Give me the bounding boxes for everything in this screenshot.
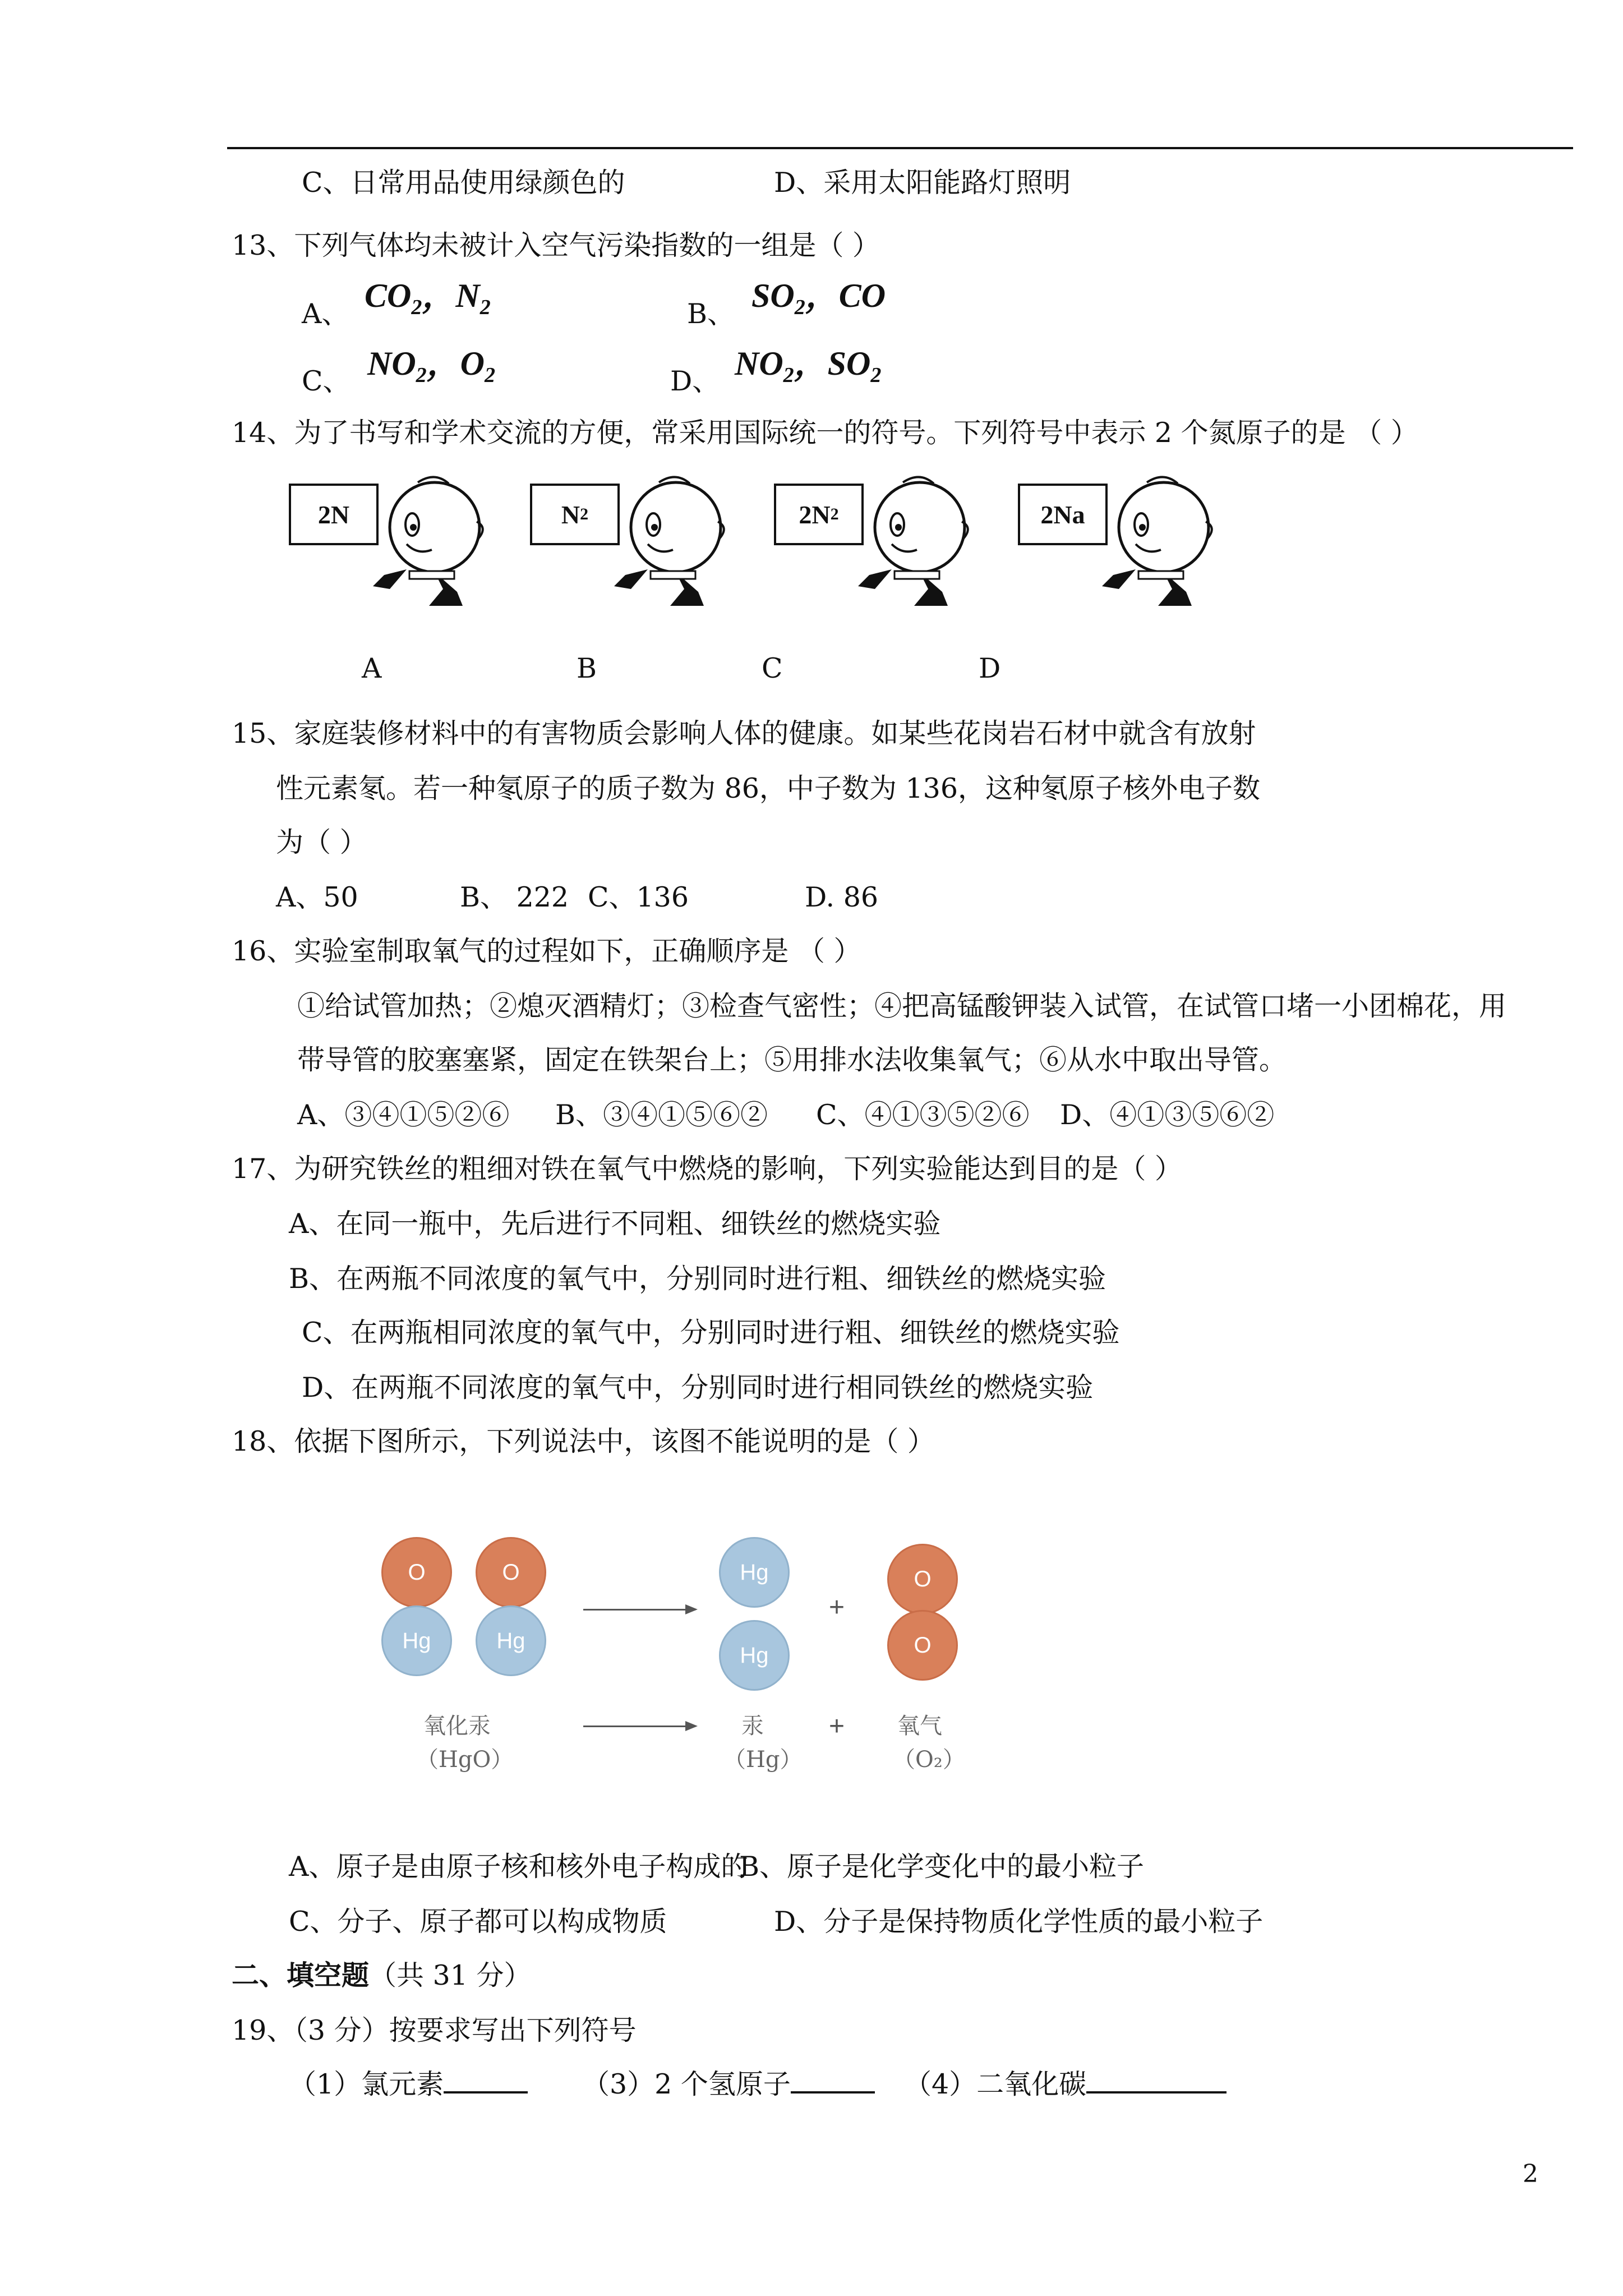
q17-stem: 17、为研究铁丝的粗细对铁在氧气中燃烧的影响，下列实验能达到目的是（ ） (232, 1153, 1182, 1185)
header-rule (227, 147, 1573, 149)
q15-line3: 为（ ） (276, 826, 367, 858)
q14-card-b (530, 471, 749, 617)
q16-option-d: D、④①③⑤⑥② (1060, 1099, 1275, 1131)
cartoon-figure-icon (836, 471, 993, 617)
cartoon-figure-icon (351, 471, 508, 617)
q14-label-a: A (362, 652, 382, 684)
q15-option-b: B、 222 (460, 881, 569, 913)
q13-c-label: C、 (302, 365, 351, 397)
cartoon-figure-icon (1080, 471, 1237, 617)
q19-stem: 19、（3 分）按要求写出下列符号 (232, 2014, 637, 2046)
q14-label-b: B (577, 652, 597, 684)
q13-d-label: D、 (670, 365, 720, 397)
answer-blank[interactable] (791, 2069, 875, 2093)
answer-blank[interactable] (444, 2069, 528, 2093)
symbol-box: 2N (289, 484, 379, 545)
symbol-box: 2N 2 (774, 484, 864, 545)
q19-item-1: （1）氯元素 (289, 2068, 528, 2101)
mercury-atom: Hg (476, 1605, 546, 1676)
q16-option-a: A、③④①⑤②⑥ (297, 1099, 510, 1131)
q15-option-d: D. 86 (805, 881, 879, 913)
o2-formula: （O₂） (893, 1747, 965, 1773)
cartoon-figure-icon (592, 471, 749, 617)
oxygen-atom: O (476, 1537, 546, 1608)
q15-line1: 15、家庭装修材料中的有害物质会影响人体的健康。如某些花岗岩石材中就含有放射 (232, 717, 1256, 749)
q15-line2: 性元素氡。若一种氡原子的质子数为 86，中子数为 136，这种氡原子核外电子数 (276, 772, 1261, 804)
q13-a-formula: $CO_2$，$N_2$ (365, 277, 491, 319)
q17-option-c: C、在两瓶相同浓度的氧气中，分别同时进行粗、细铁丝的燃烧实验 (302, 1317, 1120, 1349)
q18-option-a: A、原子是由原子核和核外电子构成的 (289, 1851, 749, 1883)
q12-option-d: D、采用太阳能路灯照明 (774, 167, 1071, 199)
symbol-box: 2Na (1018, 484, 1108, 545)
q13-b-label: B、 (687, 298, 735, 330)
q14-card-c (774, 471, 993, 617)
q14-stem: 14、为了书写和学术交流的方便，常采用国际统一的符号。下列符号中表示 2 个氮原子的是 （ ） (232, 417, 1418, 449)
oxygen-atom: O (887, 1610, 958, 1681)
plus-sign: + (829, 1711, 845, 1741)
q14-card-a (289, 471, 508, 617)
reaction-arrow-icon (583, 1609, 695, 1611)
answer-blank[interactable] (1086, 2069, 1227, 2093)
reaction-arrow-icon (583, 1726, 695, 1727)
q14-card-d (1018, 471, 1237, 617)
q17-option-d: D、在两瓶不同浓度的氧气中，分别同时进行相同铁丝的燃烧实验 (302, 1372, 1094, 1404)
q13-a-label: A、 (302, 298, 349, 330)
q17-option-b: B、在两瓶不同浓度的氧气中，分别同时进行粗、细铁丝的燃烧实验 (289, 1263, 1106, 1295)
q18-stem: 18、依据下图所示，下列说法中，该图不能说明的是（ ） (232, 1425, 935, 1457)
mercury-atom: Hg (381, 1605, 452, 1676)
q18-option-b: B、原子是化学变化中的最小粒子 (739, 1851, 1145, 1883)
q18-option-c: C、分子、原子都可以构成物质 (289, 1906, 667, 1938)
mercury-atom: Hg (719, 1537, 790, 1608)
q12-option-c: C、日常用品使用绿颜色的 (302, 167, 625, 199)
q13-d-formula: $NO_2$，$SO_2$ (735, 345, 882, 387)
hg-formula: （Hg） (723, 1747, 803, 1773)
oxygen-atom: O (887, 1544, 958, 1614)
q14-label-c: C (762, 652, 783, 684)
hg-name: 汞 (741, 1713, 764, 1739)
q19-item-4: （4）二氧化碳 (904, 2068, 1227, 2101)
q18-option-d: D、分子是保持物质化学性质的最小粒子 (774, 1906, 1264, 1938)
o2-name: 氧气 (897, 1713, 942, 1739)
q13-c-formula: $NO_2$，$O_2$ (367, 345, 496, 387)
symbol-box: N 2 (530, 484, 620, 545)
q16-option-b: B、③④①⑤⑥② (555, 1099, 768, 1131)
q17-option-a: A、在同一瓶中，先后进行不同粗、细铁丝的燃烧实验 (289, 1208, 941, 1240)
hgo-name: 氧化汞 (423, 1713, 491, 1739)
hgo-formula: （HgO） (416, 1747, 514, 1773)
q13-stem: 13、下列气体均未被计入空气污染指数的一组是（ ） (232, 229, 880, 261)
q15-option-c: C、136 (588, 881, 689, 913)
oxygen-atom: O (381, 1537, 452, 1608)
q16-line1: ①给试管加热；②熄灭酒精灯；③检查气密性；④把高锰酸钾装入试管，在试管口堵一小团棉花，用 (297, 990, 1507, 1022)
mercury-atom: Hg (719, 1620, 790, 1691)
section-title: 二、填空题（共 31 分） (232, 1959, 532, 1991)
plus-sign: + (829, 1593, 845, 1622)
q19-item-3: （3）2 个氢原子 (582, 2068, 875, 2101)
q14-label-d: D (979, 652, 1001, 684)
q16-stem: 16、实验室制取氧气的过程如下，正确顺序是 （ ） (232, 935, 861, 967)
q15-option-a: A、50 (276, 881, 358, 913)
q16-line2: 带导管的胶塞塞紧，固定在铁架台上；⑤用排水法收集氧气；⑥从水中取出导管。 (297, 1044, 1287, 1076)
page-number: 2 (1523, 2160, 1538, 2188)
q13-b-formula: $SO_2$，CO (751, 277, 886, 319)
q16-option-c: C、④①③⑤②⑥ (816, 1099, 1030, 1131)
